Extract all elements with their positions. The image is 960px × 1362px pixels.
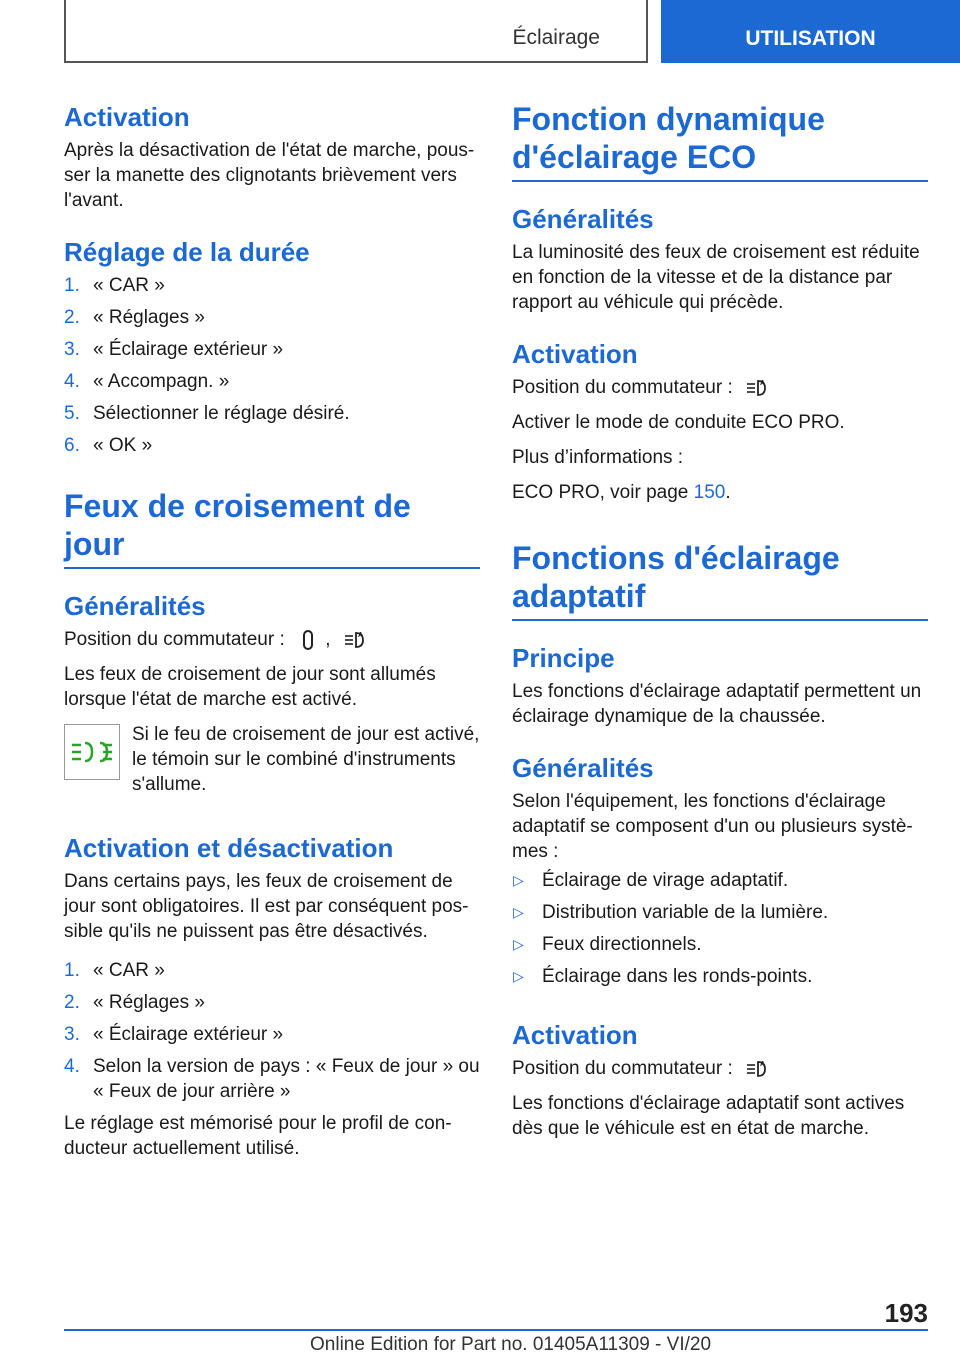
page-number: 193: [884, 1298, 928, 1328]
list-item: 3. « Éclairage extérieur »: [64, 339, 284, 360]
duree-steps: [64, 273, 480, 458]
header-section-title: Éclairage: [512, 26, 600, 49]
header-tab-utilisation[interactable]: UTILISATION: [661, 0, 960, 63]
list-item: 3. « Éclairage extérieur »: [64, 1024, 284, 1045]
activation-steps: [64, 958, 480, 1104]
heading-generalites-2: Généralités: [512, 753, 654, 783]
plus-info-text: Plus d’informations :: [512, 447, 684, 468]
switch-position: Position du commutateur : , A: [64, 627, 480, 652]
eco-activate-text: Activer le mode de conduite ECO PRO.: [512, 412, 845, 433]
activation-text: Après la désactivation de l'état de marche, pous-ser la manette des clignotants brièvement vers l'avant.: [64, 140, 475, 211]
list-item: ▷ Éclairage dans les ronds-points.: [513, 966, 813, 987]
auto-light-icon: [744, 376, 768, 400]
list-item: 4. « Accompagn. »: [64, 371, 230, 392]
heading-activation-desactivation: Activation et désactivation: [64, 833, 394, 863]
list-item: 4. Selon la version de pays : « Feux de jour » ou « Feux de jour arrière »: [64, 1056, 480, 1102]
list-item: ▷ Distribution variable de la lumière.: [513, 902, 829, 923]
list-item: 6. « OK »: [64, 435, 153, 456]
right-column: [512, 100, 928, 1141]
heading-generalites: Généralités: [64, 591, 206, 621]
heading-activation: Activation: [512, 339, 638, 369]
footer-edition: Online Edition for Part no. 01405A11309 - VI/20: [310, 1334, 712, 1355]
indicator-note: [64, 722, 480, 797]
heading-feux-de-jour: Feux de croisement de jour: [64, 487, 480, 569]
daytime-light-indicator-icon: [64, 724, 120, 780]
memo-text: Le réglage est mémorisé pour le profil de con-ducteur actuellement utilisé.: [64, 1113, 452, 1159]
adaptive-systems-list: [512, 868, 928, 989]
heading-adaptive-lighting: Fonctions d'éclairage adaptatif: [512, 539, 928, 621]
heading-principe: Principe: [512, 643, 615, 673]
eco-reference: ECO PRO, voir page 150.: [512, 482, 731, 503]
auto-light-icon: [342, 628, 366, 652]
list-item: 2. « Réglages »: [64, 307, 205, 328]
svg-text:A: A: [357, 631, 363, 639]
switch-position: Position du commutateur : A: [512, 375, 928, 400]
list-item: ▷ Éclairage de virage adaptatif.: [513, 870, 789, 891]
generalites-2-text: Selon l'équipement, les fonctions d'éclairage adaptatif se composent d'un ou plusieurs systè-mes :: [512, 791, 913, 862]
act-desact-text: Dans certains pays, les feux de croisement de jour sont obligatoires. Il est par conséquent pos-sible qu'ils ne puissent pas être désactivés.: [64, 871, 469, 942]
heading-activation-2: Activation: [512, 1020, 638, 1050]
heading-activation: Activation: [64, 102, 190, 132]
switch-position-2: Position du commutateur : A: [512, 1056, 928, 1081]
feux-text: Les feux de croisement de jour sont allumés lorsque l'état de marche est activé.: [64, 664, 436, 710]
switch-off-icon: [296, 628, 320, 652]
indicator-text: Si le feu de croisement de jour est activé, le témoin sur le combiné d'instruments s'allume.: [132, 724, 480, 795]
list-item: 1. « CAR »: [64, 960, 165, 981]
principe-text: Les fonctions d'éclairage adaptatif permettent un éclairage dynamique de la chaussée.: [512, 681, 922, 727]
heading-eco: Fonction dynamique d'éclairage ECO: [512, 100, 928, 182]
list-item: 5. Sélectionner le réglage désiré.: [64, 403, 350, 424]
left-column: [64, 100, 480, 1161]
auto-light-icon: [744, 1057, 768, 1081]
page-link-150[interactable]: 150: [693, 482, 726, 503]
list-item: 1. « CAR »: [64, 275, 165, 296]
svg-text:A: A: [760, 1060, 766, 1068]
list-item: ▷ Feux directionnels.: [513, 934, 702, 955]
heading-generalites: Généralités: [512, 204, 654, 234]
footer-divider: [64, 1329, 928, 1331]
activation-2-text: Les fonctions d'éclairage adaptatif sont actives dès que le véhicule est en état de marche.: [512, 1093, 905, 1139]
svg-text:A: A: [760, 379, 766, 387]
heading-duree: Réglage de la durée: [64, 237, 310, 267]
list-item: 2. « Réglages »: [64, 992, 205, 1013]
eco-text: La luminosité des feux de croisement est réduite en fonction de la vitesse et de la distance par rapport au véhicule qui précède.: [512, 242, 920, 313]
